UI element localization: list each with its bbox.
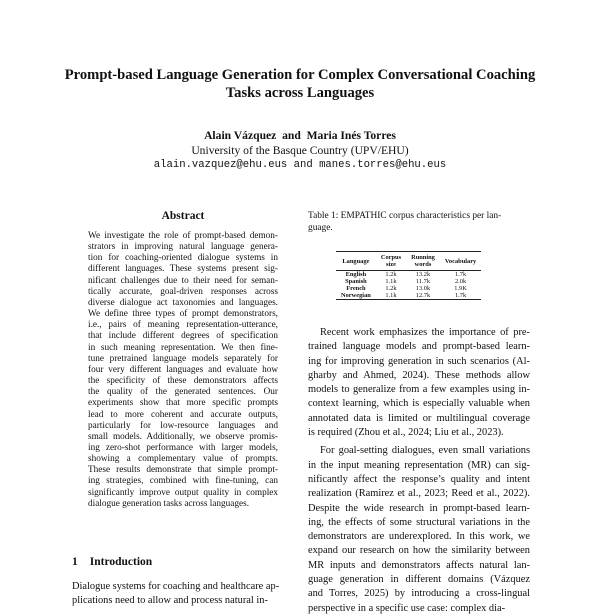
abstract-line: ing strategies, combined with fine-tuning, can (88, 476, 278, 487)
left-column (72, 210, 294, 510)
body-line: guage generation in different domains (Vázquez (308, 574, 530, 586)
table-cell: Norwegian (341, 292, 371, 299)
abstract-line: lead to more coherent and accurate outputs, (88, 409, 278, 420)
abstract-line: nificant challenges due to their need for seman- (88, 275, 278, 286)
table-header-cell: Corpus size (376, 252, 406, 271)
body-line: ing, the effects of some structural variations in the (308, 516, 530, 528)
abstract-line: tically accurate, goal-driven responses across (88, 286, 278, 297)
corpus-table (336, 251, 481, 300)
table-cell: 1.1k (385, 278, 397, 285)
abstract-body (72, 231, 294, 510)
table-cell: 13.2k (415, 271, 431, 278)
caption-line: guage. (308, 223, 333, 233)
section-heading-introduction (72, 556, 152, 568)
body-line: models to generalize from a few examples using in- (308, 384, 530, 396)
right-body-text (308, 326, 530, 616)
section-title: Introduction (89, 556, 153, 568)
abstract-line: in such meaning representation. We then fine- (88, 342, 278, 353)
abstract-line: the quality of the generated sentences. Our (88, 387, 278, 398)
table-cell: Spanish (345, 278, 367, 285)
table-cell: 13.0k (415, 285, 431, 292)
abstract-line: particularly for low-resource languages and (88, 420, 278, 431)
body-line: trained language models and prompt-based learn- (308, 341, 530, 353)
table-cell: English (345, 271, 367, 278)
abstract-line: ing zero-shot performance with larger models, (88, 442, 278, 453)
table-cell: 1.2k (385, 285, 397, 292)
table-header-cell: Language (336, 252, 376, 271)
table-cell: 1.2k (385, 271, 397, 278)
table-row (336, 292, 481, 300)
body-line: Recent work emphasizes the importance of pre- (320, 327, 530, 338)
abstract-line: dialogue generation tasks across languages. (88, 498, 250, 509)
table-header-cell: Vocabulary (440, 252, 481, 271)
body-line: nificantly affect the response’s quality and intent (308, 473, 530, 485)
table-cell: 1.7k (454, 292, 467, 299)
table-cell: 11.7k (415, 278, 431, 285)
title-line-2: Tasks across Languages (225, 85, 375, 101)
author-emails: alain.vazquez@ehu.eus and manes.torres@ehu.eus (153, 159, 447, 171)
table-cell: 12.7k (415, 292, 431, 299)
table-row (336, 285, 481, 292)
section-number: 1 (72, 556, 78, 568)
body-line: ing for improving generation in such scenarios (Al- (308, 355, 530, 367)
abstract-line: that include different degrees of specification (88, 331, 278, 342)
abstract-line: diverse dialogue act taxonomies and languages. (88, 297, 278, 308)
table-cell: French (346, 285, 366, 292)
author-block (40, 128, 560, 173)
abstract-line: the specificity of these demonstrators affects (88, 376, 278, 387)
abstract-line: showing a complementary value of prompts. (88, 454, 278, 465)
abstract-line: We define three types of prompt demonstrators, (88, 309, 278, 320)
abstract-line: significantly improve output quality in complex (88, 487, 278, 498)
body-line: annotated data is limited or multilingual coverage (308, 412, 530, 424)
paragraph-goal-setting (308, 444, 530, 616)
abstract-line: We investigate the role of prompt-based demon- (88, 231, 278, 241)
author-names: Alain Vázquez and Maria Inés Torres (204, 129, 396, 142)
body-line: context learning, which is especially valuable when (308, 398, 530, 410)
body-line: is required (Zhou et al., 2024; Liu et al., 2023). (308, 427, 504, 439)
abstract-line: experiments show that more specific prompts (88, 398, 278, 409)
body-line: realization (Ramirez et al., 2023; Reed et al., 2022). (308, 488, 530, 500)
table-cell: 2.0k (454, 278, 467, 285)
body-line: perspective in a specific use case: complex dia- (308, 602, 506, 614)
table-caption (308, 210, 530, 234)
body-line: MR inputs and demonstrators affects natural lan- (308, 559, 530, 571)
body-line: and Torres, 2025) by introducing a cross-lingual (308, 588, 530, 600)
affiliation: University of the Basque Country (UPV/EHU) (191, 144, 409, 157)
table-header-row (336, 252, 481, 271)
caption-line: Table 1: EMPATHIC corpus characteristics per lan- (308, 211, 502, 221)
table-cell: 1.7k (454, 271, 467, 278)
paragraph-recent-work (308, 326, 530, 440)
intro-line: plications need to allow and process natural in- (72, 595, 268, 606)
table-cell: 1.9K (454, 285, 467, 292)
body-line: in the input meaning representation (MR) can sig- (308, 459, 530, 471)
body-line: For goal-setting dialogues, even small variations (320, 445, 530, 457)
table-body (336, 271, 481, 300)
table-cell: 1.1k (385, 292, 397, 299)
table-row (336, 278, 481, 285)
intro-line: Dialogue systems for coaching and healthcare ap- (72, 581, 280, 592)
body-line: expand our research on how the similarity between (308, 545, 530, 557)
abstract-line: These results demonstrate that simple prompt- (88, 465, 278, 476)
abstract-line: strators in improving natural language genera- (88, 242, 278, 253)
abstract-line: different languages. These systems present sig- (88, 264, 278, 275)
abstract-line: tion for coaching-oriented dialogue systems in (88, 253, 278, 264)
table-header-cell: Running words (406, 252, 440, 271)
paper-title (40, 66, 560, 102)
body-line: Despite the wide research in prompt-based learn- (308, 502, 530, 514)
table-row (336, 271, 481, 279)
introduction-text (72, 580, 294, 608)
right-column (308, 210, 530, 616)
abstract-line: small models. Additionally, we observe promis- (88, 431, 278, 442)
abstract-line: i.e., pairs of meaning representation-utterance, (88, 320, 278, 331)
abstract-line: four very different languages and evaluate how (88, 364, 278, 375)
title-line-1: Prompt-based Language Generation for Complex Conversational Coaching (64, 67, 536, 83)
body-line: demonstrators are underexplored. In this work, we (308, 531, 530, 543)
abstract-line: tune pretrained language models separately for (88, 353, 278, 364)
abstract-heading: Abstract (161, 210, 205, 222)
body-line: gharby and Ahmed, 2024). These methods allow (308, 369, 530, 381)
